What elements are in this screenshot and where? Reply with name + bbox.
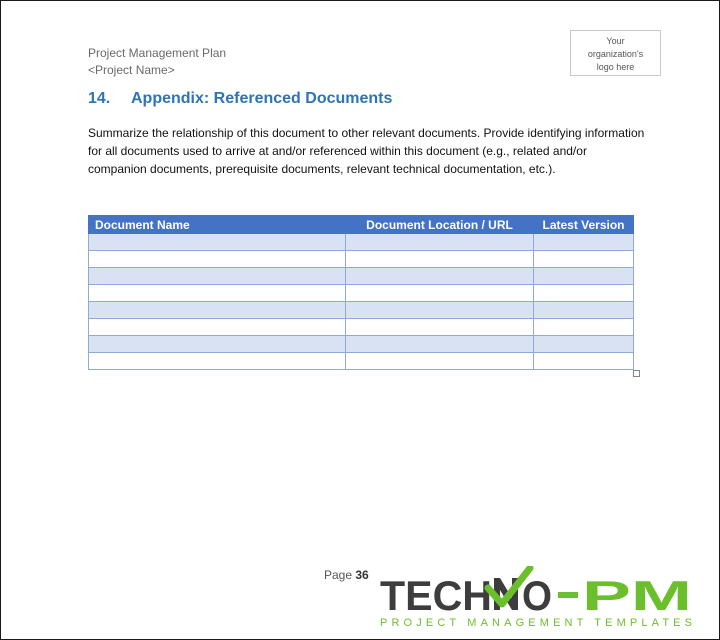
- logo-placeholder-line: organization's: [587, 49, 644, 59]
- header-project-name: <Project Name>: [88, 63, 175, 77]
- table-cell-document-location[interactable]: [346, 319, 534, 336]
- column-header-document-location: Document Location / URL: [346, 216, 534, 234]
- referenced-documents-table: [88, 215, 634, 370]
- table-cell-latest-version[interactable]: [534, 353, 634, 370]
- table-cell-document-name[interactable]: [89, 353, 346, 370]
- organization-logo-placeholder: [570, 30, 661, 76]
- section-title: Appendix: Referenced Documents: [131, 90, 393, 107]
- table-cell-latest-version[interactable]: [534, 251, 634, 268]
- header-document-title: Project Management Plan: [88, 46, 227, 60]
- table-cell-latest-version[interactable]: [534, 336, 634, 353]
- table-row: [89, 251, 634, 268]
- table-cell-document-name[interactable]: [89, 251, 346, 268]
- table-cell-document-location[interactable]: [346, 251, 534, 268]
- table-cell-document-name[interactable]: [89, 268, 346, 285]
- table-cell-latest-version[interactable]: [534, 302, 634, 319]
- table-row: [89, 234, 634, 251]
- table-cell-document-location[interactable]: [346, 353, 534, 370]
- table-cell-latest-version[interactable]: [534, 285, 634, 302]
- table-cell-document-name[interactable]: [89, 336, 346, 353]
- table-header-row: [89, 216, 634, 234]
- table-resize-handle[interactable]: [633, 370, 640, 377]
- table-cell-document-name[interactable]: [89, 302, 346, 319]
- table-row: [89, 353, 634, 370]
- table-cell-document-name[interactable]: [89, 285, 346, 302]
- table-row: [89, 336, 634, 353]
- table-row: [89, 319, 634, 336]
- section-number: 14.: [88, 90, 111, 107]
- table-cell-document-name[interactable]: [89, 234, 346, 251]
- table-cell-document-location[interactable]: [346, 336, 534, 353]
- svg-text:PM: PM: [582, 572, 692, 619]
- table-cell-latest-version[interactable]: [534, 234, 634, 251]
- techno-pm-logo: [380, 566, 696, 630]
- page-number: [324, 568, 369, 582]
- table-row: [89, 302, 634, 319]
- logo-placeholder-line: logo here: [596, 62, 635, 72]
- table-cell-document-name[interactable]: [89, 319, 346, 336]
- section-description: Summarize the relationship of this document to other relevant documents. Provide identifying information for all documents used to arrive at and/or referenced within this document (e.g., related and/or companion documents, prerequisite documents, relevant technical documentation, etc.).: [88, 126, 645, 176]
- table-cell-latest-version[interactable]: [534, 268, 634, 285]
- column-header-document-name: Document Name: [89, 216, 346, 234]
- table-cell-document-location[interactable]: [346, 234, 534, 251]
- svg-text:TECH: TECH: [380, 572, 492, 619]
- table-cell-document-location[interactable]: [346, 302, 534, 319]
- table-cell-document-location[interactable]: [346, 268, 534, 285]
- table-cell-document-location[interactable]: [346, 285, 534, 302]
- page-number-value: 36: [355, 568, 369, 582]
- brand-tagline: PROJECT MANAGEMENT TEMPLATES: [380, 617, 692, 629]
- table-row: [89, 268, 634, 285]
- techno-pm-wordmark: [380, 568, 692, 619]
- page-label: Page: [324, 568, 353, 582]
- section-heading: [88, 90, 392, 108]
- table-cell-latest-version[interactable]: [534, 319, 634, 336]
- svg-text:O: O: [522, 572, 552, 619]
- table-row: [89, 285, 634, 302]
- column-header-latest-version: Latest Version: [534, 216, 634, 234]
- logo-placeholder-line: Your: [606, 36, 625, 46]
